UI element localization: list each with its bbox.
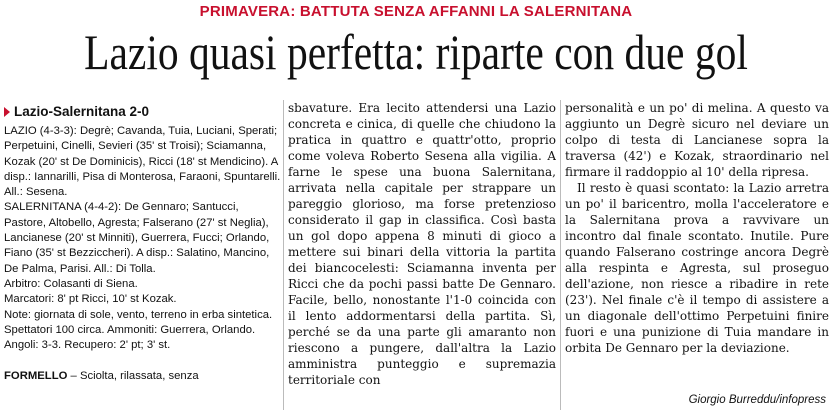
column-separator (283, 100, 284, 410)
match-score: Lazio-Salernitana 2-0 (14, 104, 150, 119)
spacer (4, 353, 282, 367)
lead-text: – Sciolta, rilassata, senza (67, 370, 199, 383)
article-lead (4, 369, 282, 384)
lazio-lineup: LAZIO (4-3-3): Degrè; Cavanda, Tuia, Luciani, Sperati; Perpetuini, Cinelli, Sevieri (35' st Troisi); Sciamanna, Kozak (20' st De Dominicis), Ricci (18' st Mendicino). A disp.: Iannarilli, Pisa di Monterosa, Faraoni, Spuntarelli. All.: Sesena. (4, 125, 281, 199)
match-notes: Note: giornata di sole, vento, terreno in erba sintetica. Spettatori 100 circa. Ammoniti: Guerrera, Orlando. Angoli: 3-3. Recupero: 2' pt; 3' st. (4, 308, 273, 352)
article-body-col2: sbavature. Era lecito attendersi una Lazio concreta e cinica, di quelle che chiudono la pratica in quattro e quattr'otto, proprio come voleva Roberto Sesena alla vigilia. A farne le spese una buona Salernitana, arrivata nella capitale per strappare un pareggio glorioso, ma forse pretenzioso considerato il gap in classifica. Così basta un gol dopo appena 8 minuti di gioco a mettere sui binari della vittoria la partita dei biancocelesti: Sciamanna inventa per Ricci che da pochi passi batte De Gennaro. Facile, bello, nonostante l'1-0 coincida con il lento addormentarsi della partita. Sì, perché se da una parte gli amaranto non riescono a pungere, dall'altra la Lazio amministra punteggio e supremazia territoriale con (288, 101, 556, 387)
triangle-bullet-icon (4, 107, 10, 117)
article-body-col3-p1: personalità e un po' di melina. A questo va aggiunto un Degrè sicuro nel deviare un colpo di testa di Lancianese sopra la traversa (42') e Kozak, straordinario nel firmare il raddoppio al 10' della ripresa. (565, 101, 829, 179)
article-column-3 (565, 100, 829, 410)
column-separator (560, 100, 561, 410)
referee: Arbitro: Colasanti di Siena. (4, 277, 138, 290)
salernitana-lineup: SALERNITANA (4-4-2): De Gennaro; Santucci, Pastore, Altobello, Agresta; Falserano (27' st Neglia), Lancianese (20' st Minniti), Guerrera, Fucci; Orlando, Fiano (35' st Bezziccheri). A disp.: Salatino, Mancino, De Palma, Parisi. All.: Di Tolla. (4, 201, 270, 275)
match-box (4, 100, 282, 410)
match-box-title (4, 103, 282, 120)
dateline: FORMELLO (4, 370, 68, 383)
article-body-col3-p2: Il resto è quasi scontato: la Lazio arretra un po' il baricentro, molla l'acceleratore e la Salernitana prova a ravvivare un incontro dal finale scontato. Inutile. Pure quando Falserano costringe ancora Degrè alla respinta e Agresta, sul proseguo dell'azione, non riesce a ribadire in rete (23'). Nel finale c'è il tempo di assistere a un diagonale dell'ottimo Perpetuini finire fuori e una punizione di Tuia mandare in orbita De Gennaro per la deviazione. (565, 181, 829, 355)
byline: Giorgio Burreddu/infopress (688, 394, 826, 406)
headline: Lazio quasi perfetta: riparte con due gol (84, 24, 748, 80)
scorers: Marcatori: 8' pt Ricci, 10' st Kozak. (4, 293, 177, 306)
kicker: PRIMAVERA: BATTUTA SENZA AFFANNI LA SALERNITANA (199, 3, 633, 20)
article-column-2 (288, 100, 556, 410)
